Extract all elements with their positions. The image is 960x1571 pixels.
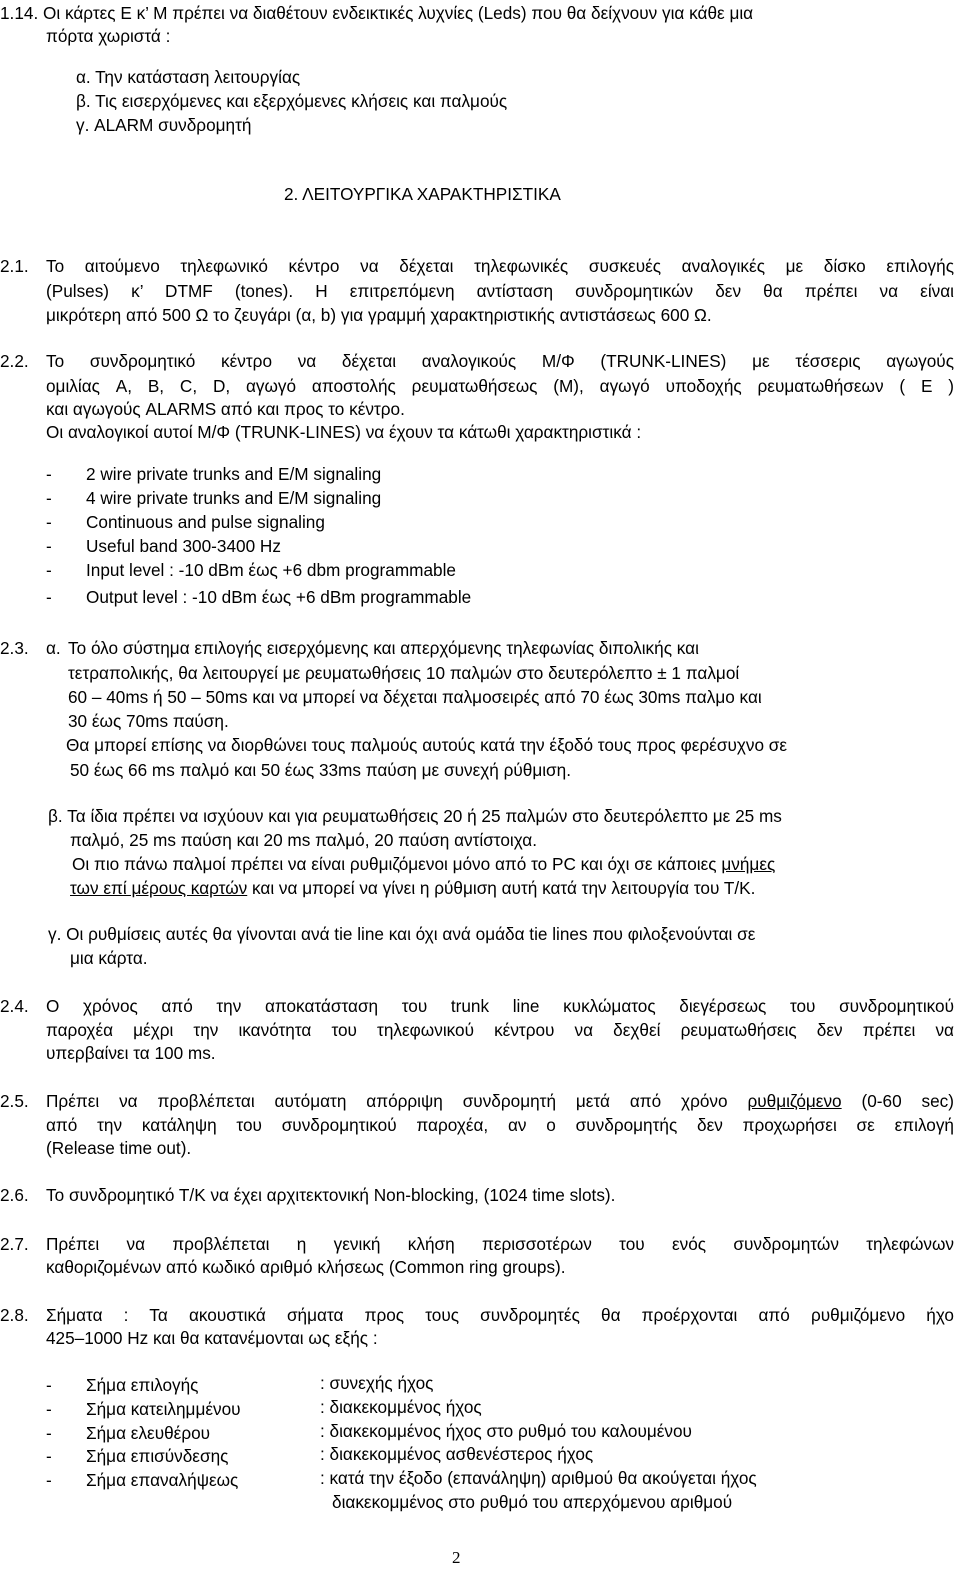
section-2-3-mark-a: α. <box>46 638 61 658</box>
signal-description: : συνεχής ήχος <box>320 1373 434 1393</box>
section-2-3-b-line-3 <box>72 853 775 875</box>
section-2-6-number: 2.6. <box>0 1185 29 1205</box>
section-1-14-item-c: γ. ALARM συνδρομητή <box>76 115 252 135</box>
section-2-7-line-1: Πρέπει να προβλέπεται η γενική κλήση περισσοτέρων του ενός συνδρομητών τηλεφώνων <box>46 1234 954 1254</box>
list-dash: - <box>46 1423 52 1443</box>
section-2-6-line-1: Το συνδρομητικό Τ/Κ να έχει αρχιτεκτονική Non-blocking, (1024 time slots). <box>46 1185 616 1205</box>
section-2-4-line-1: Ο χρόνος από την αποκατάσταση του trunk line κυκλώματος διεγέρσεως του συνδρομητικού <box>46 996 954 1016</box>
list-dash: - <box>46 1399 52 1419</box>
section-2-4-line-3: υπερβαίνει τα 100 ms. <box>46 1043 216 1063</box>
signal-name: Σήμα επισύνδεσης <box>86 1446 229 1466</box>
section-2-3-c-line-1: γ. Οι ρυθμίσεις αυτές θα γίνονται ανά tie line και όχι ανά ομάδα tie lines που φιλοξενούνται σε <box>48 924 756 944</box>
section-2-1-number: 2.1. <box>0 256 29 276</box>
section-2-8-line-2: 425–1000 Hz και θα κατανέμονται ως εξής : <box>46 1328 378 1348</box>
section-heading: 2. ΛΕΙΤΟΥΡΓΙΚΑ ΧΑΡΑΚΤΗΡΙΣΤΙΚΑ <box>284 184 561 204</box>
list-dash: - <box>46 464 52 484</box>
section-2-3-a-line-1: Το όλο σύστημα επιλογής εισερχόμενης και απερχόμενης τηλεφωνίας διπολικής και <box>68 638 699 658</box>
section-2-3-a-line-2: τετραπολικής, θα λειτουργεί με ρευματωθήσεις 10 παλμών στο δευτερόλεπτο ± 1 παλμοί <box>68 663 740 683</box>
underlined-phrase: των επί μέρους καρτών <box>70 878 248 898</box>
section-2-3-b-line-4-text: και να μπορεί να γίνει η ρύθμιση αυτή κατά την λειτουργία του Τ/Κ. <box>247 878 756 898</box>
section-2-5-line-1 <box>46 1089 954 1113</box>
section-2-5-line-1-text: Πρέπει να προβλέπεται αυτόματη απόρριψη συνδρομητή μετά από χρόνο <box>46 1091 748 1111</box>
section-2-3-a-line-6: 50 έως 66 ms παλμό και 50 έως 33ms παύση με συνεχή ρύθμιση. <box>70 760 571 780</box>
section-2-1-line-2: (Pulses) κ’ DTMF (tones). Η επιτρεπόμενη αντίσταση συνδρομητικών δεν θα πρέπει να είναι <box>46 281 954 301</box>
signal-name: Σήμα επαναλήψεως <box>86 1470 239 1490</box>
section-2-5-line-2: από την κατάληψη του συνδρομητικού παροχέα, αν ο συνδρομητής δεν προχωρήσει σε επιλογή <box>46 1115 954 1135</box>
section-2-3-b-line-2: παλμό, 25 ms παύση και 20 ms παλμό, 20 παύση αντίστοιχα. <box>70 830 538 850</box>
signal-description-continued: διακεκομμένος στο ρυθμό του απερχόμενου αριθμού <box>332 1492 733 1512</box>
signal-description: : κατά την έξοδο (επανάληψη) αριθμού θα ακούγεται ήχος <box>320 1468 757 1488</box>
section-2-3-b-line-1: β. Τα ίδια πρέπει να ισχύουν και για ρευματωθήσεις 20 ή 25 παλμών στο δευτερόλεπτο με 25 ms <box>48 806 782 826</box>
section-2-7-number: 2.7. <box>0 1234 29 1254</box>
section-2-2-line-1: Το συνδρομητικό κέντρο να δέχεται αναλογικούς Μ/Φ (TRUNK-LINES) με τέσσερις αγωγούς <box>46 351 954 371</box>
section-2-3-b-line-3-text: Οι πιο πάνω παλμοί πρέπει να είναι ρυθμιζόμενοι μόνο από το PC και όχι σε κάποιες <box>72 854 722 874</box>
section-2-8-number: 2.8. <box>0 1305 29 1325</box>
section-2-1-line-1: Το αιτούμενο τηλεφωνικό κέντρο να δέχεται τηλεφωνικές συσκευές αναλογικές με δίσκο επιλογής <box>46 256 954 276</box>
trunk-spec-item: Input level : -10 dBm έως +6 dbm programmable <box>86 560 456 580</box>
section-1-14-item-b: β. Τις εισερχόμενες και εξερχόμενες κλήσεις και παλμούς <box>76 91 508 111</box>
section-2-2-line-2: ομιλίας A, B, C, D, αγωγό αποστολής ρευματωθήσεως (M), αγωγό υποδοχής ρευματωθήσεων ( E ) <box>46 376 954 396</box>
section-1-14-item-a: α. Την κατάσταση λειτουργίας <box>76 67 301 87</box>
section-2-3-a-line-5: Θα μπορεί επίσης να διορθώνει τους παλμούς αυτούς κατά την έξοδό τους προς φερέσυχνο σε <box>66 735 788 755</box>
section-2-8-line-1: Σήματα : Τα ακουστικά σήματα προς τους συνδρομητές θα προέρχονται από ρυθμιζόμενο ήχο <box>46 1305 954 1325</box>
trunk-spec-item: Output level : -10 dBm έως +6 dBm programmable <box>86 587 472 607</box>
signal-name: Σήμα επιλογής <box>86 1375 199 1395</box>
trunk-spec-item: Useful band 300-3400 Hz <box>86 536 281 556</box>
underlined-phrase: μνήμες <box>721 854 776 874</box>
section-2-2-line-3: και αγωγούς ALARMS από και προς το κέντρο. <box>46 399 405 419</box>
list-dash: - <box>46 1375 52 1395</box>
section-2-2-line-4: Οι αναλογικοί αυτοί Μ/Φ (TRUNK-LINES) να έχουν τα κάτωθι χαρακτηριστικά : <box>46 422 642 442</box>
signal-description: : διακεκομμένος ήχος <box>320 1397 482 1417</box>
section-2-2-number: 2.2. <box>0 351 29 371</box>
section-2-7-line-2: καθοριζομένων από κωδικό αριθμό κλήσεως (Common ring groups). <box>46 1257 566 1277</box>
list-dash: - <box>46 1446 52 1466</box>
page-number: 2 <box>452 1548 461 1567</box>
section-1-14-line-1: 1.14. Οι κάρτες Ε κ’ Μ πρέπει να διαθέτουν ενδεικτικές λυχνίες (Leds) που θα δείχνουν για κάθε μια <box>0 3 754 23</box>
section-2-4-number: 2.4. <box>0 996 29 1016</box>
trunk-spec-item: 4 wire private trunks and E/M signaling <box>86 488 382 508</box>
section-1-14-line-2: πόρτα χωριστά : <box>46 26 171 46</box>
trunk-spec-item: 2 wire private trunks and E/M signaling <box>86 464 382 484</box>
section-2-5-line-3: (Release time out). <box>46 1138 192 1158</box>
list-dash: - <box>46 1470 52 1490</box>
signal-description: : διακεκομμένος ήχος στο ρυθμό του καλουμένου <box>320 1421 692 1441</box>
signal-name: Σήμα κατειλημμένου <box>86 1399 241 1419</box>
section-2-5-line-1-end: (0-60 sec) <box>841 1091 954 1111</box>
section-2-3-a-line-4: 30 έως 70ms παύση. <box>68 711 229 731</box>
underlined-phrase: ρυθμιζόμενο <box>747 1091 842 1111</box>
list-dash: - <box>46 536 52 556</box>
section-2-3-number: 2.3. <box>0 638 29 658</box>
section-2-3-a-line-3: 60 – 40ms ή 50 – 50ms και να μπορεί να δέχεται παλμοσειρές από 70 έως 30ms παλμο και <box>68 687 762 707</box>
list-dash: - <box>46 560 52 580</box>
section-2-3-c-line-2: μια κάρτα. <box>70 948 148 968</box>
list-dash: - <box>46 512 52 532</box>
signal-description: : διακεκομμένος ασθενέστερος ήχος <box>320 1444 594 1464</box>
section-2-4-line-2: παροχέα μέχρι την ικανότητα του τηλεφωνικού κέντρου να δεχθεί ρευματωθήσεις δεν πρέπει να <box>46 1020 954 1040</box>
list-dash: - <box>46 587 52 607</box>
section-2-3-b-line-4 <box>70 877 755 899</box>
list-dash: - <box>46 488 52 508</box>
signal-name: Σήμα ελευθέρου <box>86 1423 211 1443</box>
trunk-spec-item: Continuous and pulse signaling <box>86 512 325 532</box>
section-2-5-number: 2.5. <box>0 1091 29 1111</box>
section-2-1-line-3: μικρότερη από 500 Ω το ζευγάρι (α, b) για γραμμή χαρακτηριστικής αντιστάσεως 600 Ω. <box>46 305 712 325</box>
